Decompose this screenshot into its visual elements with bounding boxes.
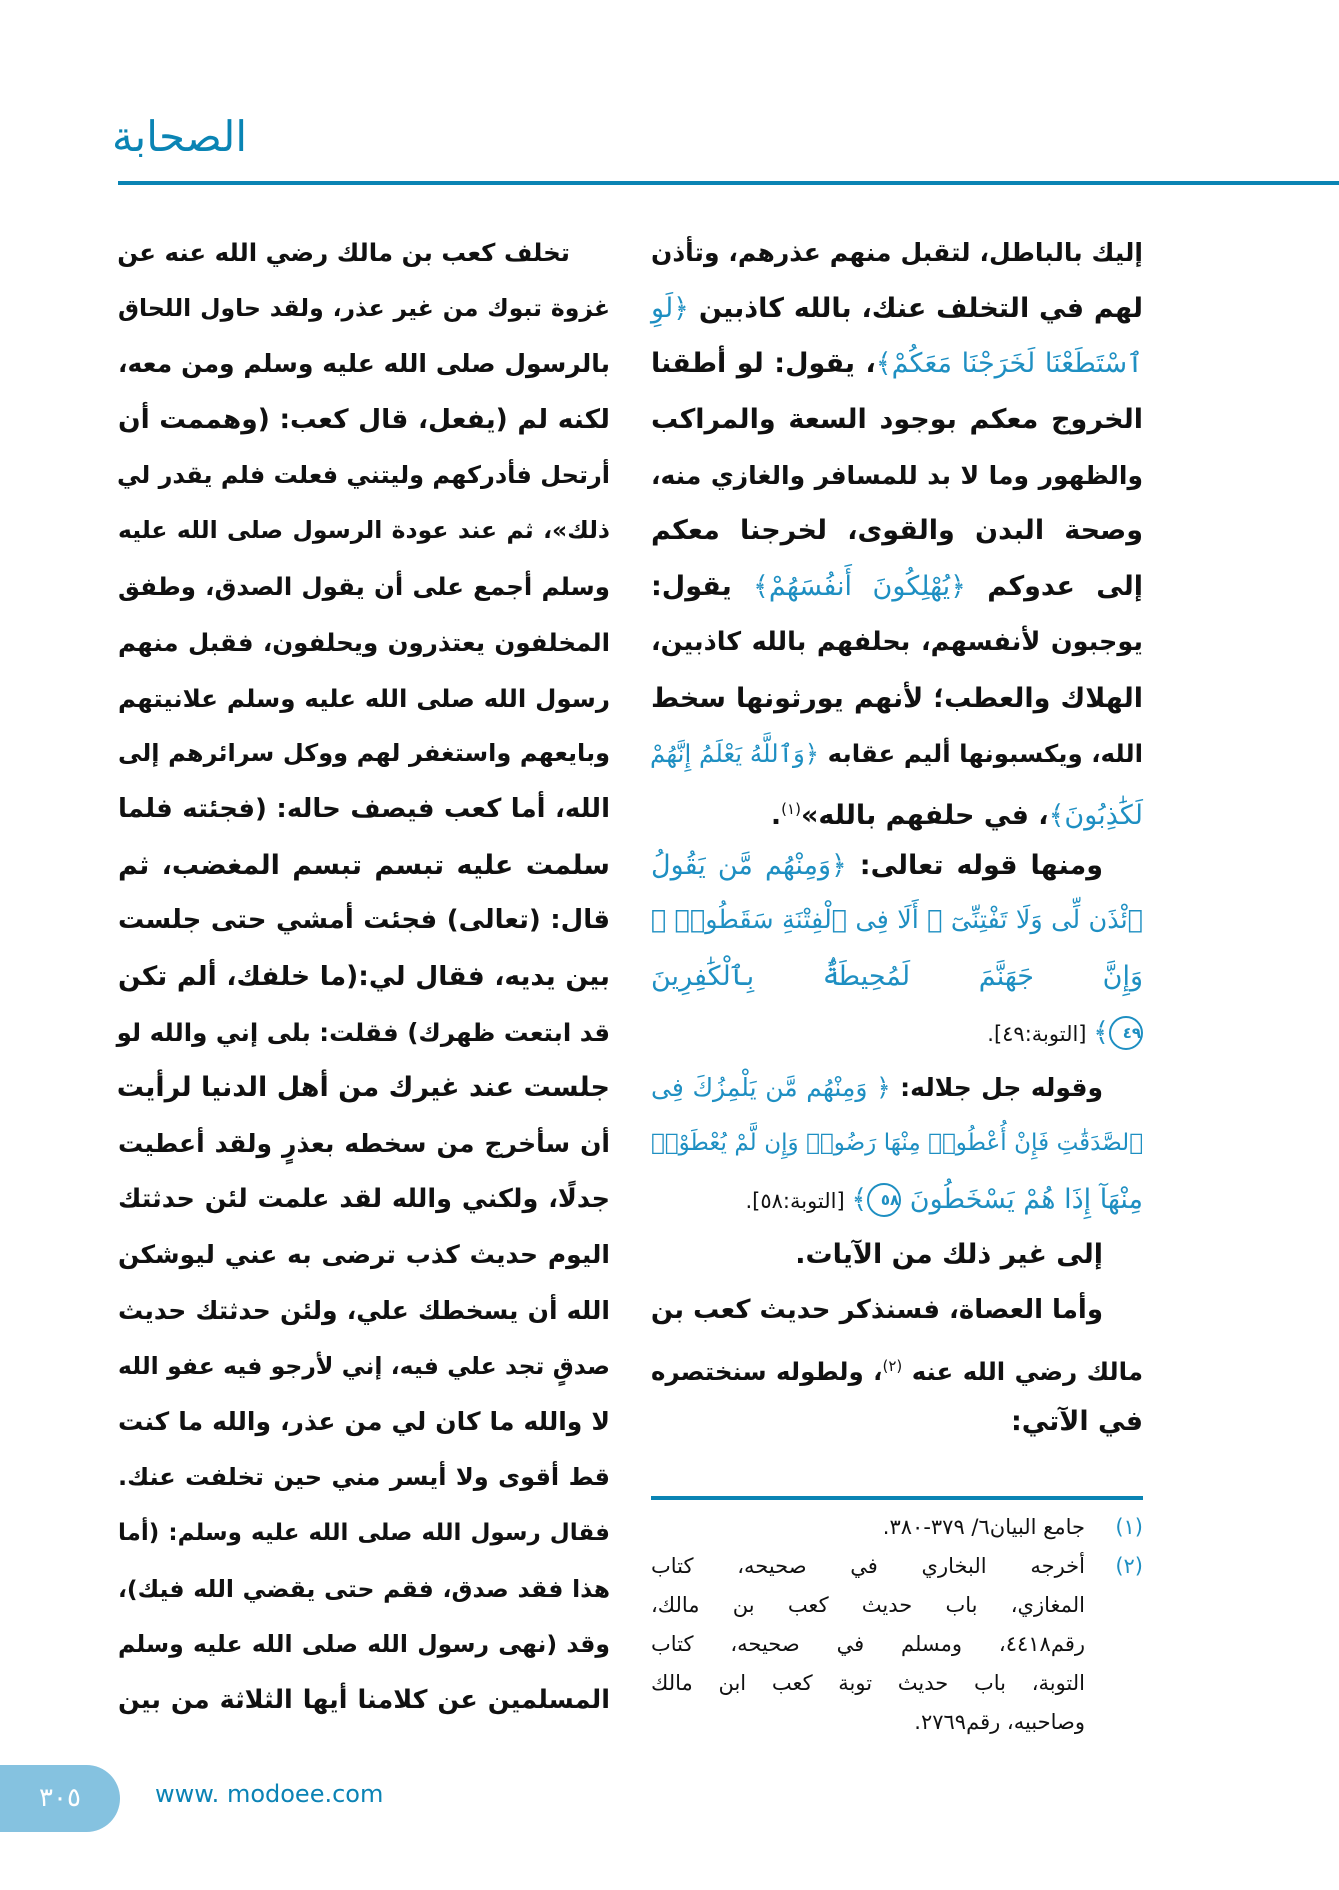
footnote-number: (٢) (1115, 1554, 1143, 1578)
verse-reference: [التوبة:٥٨]. (745, 1188, 852, 1213)
footnote-line (651, 1703, 1143, 1742)
text-segment: أرتحل فأدركهم وليتني فعلت فلم يقدر لي (116, 460, 610, 489)
text-segment: تخلف كعب بن مالك رضي الله عنه عن (117, 238, 570, 267)
text-segment: المخلفون يعتذرون ويحلفون، فقبل منهم (118, 627, 610, 657)
quran-verse: ﴾ (851, 1183, 868, 1215)
text-segment: مالك رضي الله عنه (902, 1356, 1143, 1386)
text-segment: يقول: (651, 571, 754, 603)
text-segment: بين يديه، فقال لي:(ما خلفك، ألم تكن (118, 960, 610, 992)
text-line (118, 1227, 610, 1283)
footnote-reference: (١) (781, 799, 801, 818)
quran-verse: ﴿ وَمِنْهُم مَّن يَلْمِزُكَ فِى (651, 1073, 891, 1103)
text-line (118, 1394, 610, 1450)
text-line (118, 615, 610, 671)
quran-verse: ﴿لَوِ (651, 292, 689, 324)
text-line (118, 1617, 610, 1673)
text-segment: اليوم حديث كذب ترضى به عني ليوشكن (118, 1240, 610, 1270)
text-segment: المسلمين عن كلامنا أيها الثلاثة من بين (118, 1684, 610, 1715)
text-segment: وقوله جل جلاله: (890, 1073, 1103, 1103)
text-line (118, 336, 610, 392)
text-line (651, 1283, 1143, 1339)
ayah-number-marker: ٥٨ (867, 1183, 901, 1217)
text-line (118, 559, 610, 615)
text-line (651, 838, 1143, 894)
text-segment: لا والله ما كان لي من عذر، والله ما كنت (118, 1407, 610, 1437)
text-segment: لهم في التخلف عنك، بالله كاذبين (689, 292, 1143, 324)
text-line (118, 726, 610, 782)
text-line (651, 392, 1143, 448)
text-line (118, 1283, 610, 1339)
text-segment: هذا فقد صدق، فقم حتى يقضي الله فيك)، (118, 1574, 610, 1603)
text-line (651, 559, 1143, 615)
footnote-line (651, 1586, 1143, 1625)
ayah-number-marker: ٤٩ (1109, 1016, 1143, 1050)
text-line (651, 448, 1143, 504)
footnote-line (651, 1625, 1143, 1664)
text-line (651, 281, 1143, 337)
text-segment: وبايعهم واستغفر لهم ووكل سرائرهم إلى (118, 739, 610, 768)
text-segment: رسول الله صلى الله عليه وسلم علانيتهم (118, 683, 610, 713)
quran-verse: ﴿يُهْلِكُونَ أَنفُسَهُمْ﴾ (753, 571, 966, 603)
quran-verse: ﴿وَمِنْهُم مَّن يَقُولُ (651, 849, 847, 881)
text-line (651, 1394, 1143, 1450)
text-segment: ، ولطوله سنختصره (651, 1356, 883, 1386)
text-segment: الخروج معكم بوجود السعة والمراكب (651, 404, 1143, 436)
text-line (118, 448, 610, 504)
text-segment: وصحة البدن والقوى، لخرجنا معكم (651, 515, 1143, 547)
quran-verse: ﴾ (1093, 1016, 1109, 1048)
text-segment: الله، أما كعب فيصف حاله: (فجئته فلما (118, 793, 610, 824)
text-line (118, 1339, 610, 1395)
text-segment: إليك بالباطل، لتقبل منهم عذرهم، وتأذن (651, 238, 1143, 267)
footnote-text: المغازي، باب حديث كعب بن مالك، (651, 1593, 1085, 1617)
text-segment: بالرسول صلى الله عليه وسلم ومن معه، (118, 349, 610, 379)
quran-verse: ٱسْتَطَعْنَا لَخَرَجْنَا مَعَكُمْ﴾ (875, 348, 1144, 380)
left-text-column (118, 225, 610, 1729)
text-segment: ، في حلفهم بالله» (800, 799, 1049, 831)
text-line (651, 893, 1143, 949)
text-line (118, 1562, 610, 1618)
text-segment: وأما العصاة، فسنذكر حديث كعب بن (650, 1295, 1103, 1326)
text-segment: الله أن يسخطك علي، ولئن حدثتك حديث (118, 1296, 610, 1326)
text-line (118, 671, 610, 727)
text-line (118, 1506, 610, 1562)
text-segment: يوجبون لأنفسهم، بحلفهم بالله كاذبين، (651, 626, 1143, 657)
text-segment: إلى غير ذلك من الآيات. (795, 1239, 1103, 1271)
text-segment: فقال رسول الله صلى الله عليه وسلم: (أما (118, 1519, 610, 1546)
quran-verse: مِنْهَآ إِذَا هُمْ يَسْخَطُونَ (901, 1183, 1143, 1215)
text-segment: والظهور وما لا بد للمسافر والغازي منه، (651, 460, 1143, 490)
text-segment: لكنه لم (يفعل، قال كعب: (وهممت أن (118, 404, 610, 436)
footnote-line (651, 1508, 1143, 1547)
quran-verse: وَإِنَّ جَهَنَّمَ لَمُحِيطَةٌۢ بِٱلْكَٰفِرِينَ (651, 960, 1143, 992)
text-segment: سلمت عليه تبسم تبسم المغضب، ثم (118, 849, 610, 881)
footnote-text: جامع البيان٦/ ٣٧٩-٣٨٠. (882, 1515, 1085, 1539)
text-line (118, 1673, 610, 1729)
text-line (651, 1227, 1143, 1283)
text-segment: في الآتي: (1010, 1406, 1143, 1438)
text-segment: ومنها قوله تعالى: (846, 849, 1103, 881)
verse-reference: [التوبة:٤٩]. (987, 1021, 1094, 1046)
text-segment: الهلاك والعطب؛ لأنهم يورثونها سخط (651, 682, 1143, 714)
text-line (118, 225, 610, 281)
text-line (118, 1172, 610, 1228)
text-line (118, 1060, 610, 1116)
text-line (651, 503, 1143, 559)
footnote-text: وصاحبيه، رقم٢٧٦٩. (914, 1710, 1085, 1734)
quran-verse: ٱئْذَن لِّى وَلَا تَفْتِنِّىٓ ۚ أَلَا فِى ٱلْفِتْنَةِ سَقَطُوا۟ ۗ (651, 905, 1143, 936)
text-segment: وسلم أجمع على أن يقول الصدق، وطفق (118, 572, 610, 602)
page-number: ٣٠٥ (0, 1765, 120, 1832)
text-segment: جلست عند غيرك من أهل الدنيا لرأيت (116, 1072, 610, 1104)
running-header-title: الصحابة (112, 112, 248, 161)
text-line (118, 782, 610, 838)
footnote-number: (١) (1115, 1515, 1143, 1539)
text-line (651, 782, 1143, 838)
footnote-text: التوبة، باب حديث توبة كعب ابن مالك (651, 1671, 1085, 1695)
text-line (651, 336, 1143, 392)
footnote-reference: (٢) (882, 1356, 903, 1375)
text-segment: جدلًا، ولكني والله لقد علمت لئن حدثتك (118, 1183, 610, 1214)
footnotes (651, 1508, 1143, 1742)
text-segment: قط أقوى ولا أيسر مني حين تخلفت عنك. (118, 1463, 610, 1492)
footnote-divider (651, 1496, 1143, 1500)
text-line (118, 503, 610, 559)
footnote-text: أخرجه البخاري في صحيحه، كتاب (651, 1554, 1085, 1578)
text-line (118, 949, 610, 1005)
quran-verse: ٱلصَّدَقَٰتِ فَإِنْ أُعْطُوا۟ مِنْهَا رَضُوا۟ وَإِن لَّمْ يُعْطَوْا۟ (651, 1130, 1143, 1156)
website-link[interactable]: www. modoee.com (155, 1780, 384, 1808)
header-divider (118, 181, 1339, 185)
footnote-line (651, 1664, 1143, 1703)
text-line (118, 1005, 610, 1061)
text-segment: إلى عدوكم (965, 571, 1143, 603)
text-line (651, 615, 1143, 671)
quran-verse: ﴿وَٱللَّهُ يَعْلَمُ إِنَّهُمْ (650, 739, 820, 769)
text-line (651, 1116, 1143, 1172)
text-line (651, 225, 1143, 281)
text-line (651, 671, 1143, 727)
text-line (118, 1450, 610, 1506)
text-segment: . (770, 799, 782, 831)
quran-verse: لَكَٰذِبُونَ﴾ (1048, 799, 1143, 831)
footnote-text: رقم٤٤١٨، ومسلم في صحيحه، كتاب (651, 1632, 1085, 1656)
text-segment: الله، ويكسبونها أليم عقابه (819, 739, 1143, 769)
text-line (651, 1060, 1143, 1116)
text-line (651, 1005, 1143, 1061)
footnote-line (651, 1547, 1143, 1586)
right-text-column (651, 225, 1143, 1450)
text-segment: أن سأخرج من سخطه بعذرٍ ولقد أعطيت (118, 1129, 610, 1158)
text-line (118, 281, 610, 337)
text-line (118, 893, 610, 949)
text-segment: غزوة تبوك من غير عذر، ولقد حاول اللحاق (118, 293, 610, 322)
text-segment: قد ابتعت ظهرك) فقلت: بلى إني والله لو (116, 1017, 610, 1047)
text-line (651, 726, 1143, 782)
text-segment: ذلك»، ثم عند عودة الرسول صلى الله عليه (118, 516, 610, 545)
text-segment: قال: (تعالى) فجئت أمشي حتى جلست (118, 905, 610, 936)
text-line (651, 949, 1143, 1005)
text-segment: صدقٍ تجد علي فيه، إني لأرجو فيه عفو الله (118, 1351, 610, 1380)
text-line (118, 838, 610, 894)
text-line (651, 1339, 1143, 1395)
text-line (651, 1172, 1143, 1228)
text-segment: وقد (نهى رسول الله صلى الله عليه وسلم (118, 1630, 610, 1659)
text-segment: ، يقول: لو أطقنا (651, 348, 876, 380)
text-line (118, 392, 610, 448)
text-line (118, 1116, 610, 1172)
